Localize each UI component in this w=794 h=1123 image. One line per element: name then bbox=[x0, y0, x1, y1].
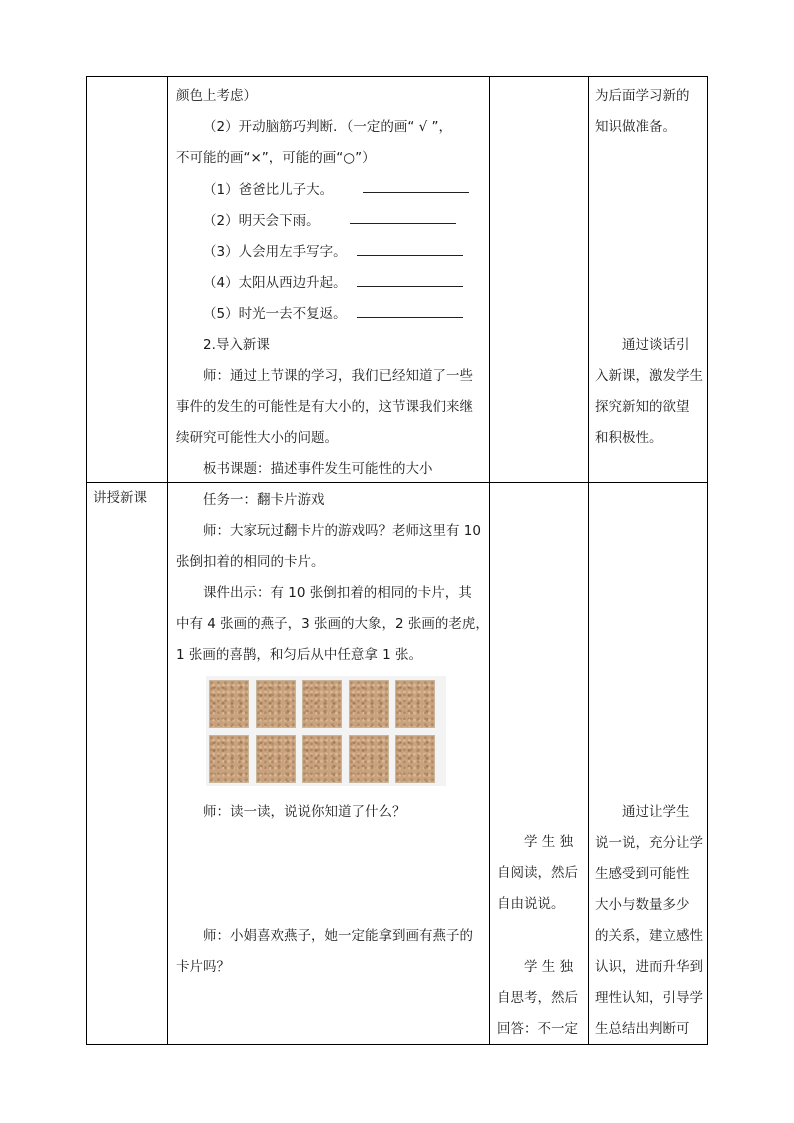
card-back[interactable] bbox=[395, 680, 435, 728]
column-divider-1 bbox=[167, 76, 168, 1045]
design-intent: 知识做准备。 bbox=[595, 119, 676, 135]
answer-blank-3[interactable] bbox=[357, 255, 463, 256]
answer-blank-5[interactable] bbox=[357, 317, 463, 318]
judgement-item-1: （1）爸爸比儿子大。 bbox=[203, 182, 334, 198]
teacher-question-1: 师：大家玩过翻卡片的游戏吗？老师这里有 10 bbox=[203, 523, 481, 539]
student-activity: 学 生 独 bbox=[524, 959, 574, 975]
design-intent: 的关系，建立感性 bbox=[595, 928, 703, 944]
task2-instruction: （2）开动脑筋巧判断．（一定的画“ √ ”， bbox=[203, 119, 453, 135]
task2-instruction-cont: 不可能的画“×”，可能的画“○”） bbox=[176, 150, 376, 166]
design-intent: 生感受到可能性 bbox=[595, 866, 690, 882]
answer-blank-4[interactable] bbox=[357, 286, 463, 287]
table-border-left bbox=[86, 76, 87, 1045]
design-intent: 通过让学生 bbox=[622, 804, 690, 820]
student-activity: 自由说说。 bbox=[497, 896, 565, 912]
teacher-question-1-cont: 张倒扣着的相同的卡片。 bbox=[176, 554, 325, 570]
student-activity: 回答：不一定 bbox=[497, 1021, 578, 1037]
card-back[interactable] bbox=[256, 735, 296, 783]
design-intent: 说一说，充分让学 bbox=[595, 835, 703, 851]
judgement-item-2: （2）明天会下雨。 bbox=[203, 213, 320, 229]
card-back[interactable] bbox=[256, 680, 296, 728]
teacher-question-3: 师：小娟喜欢燕子，她一定能拿到画有燕子的 bbox=[203, 928, 473, 944]
design-intent: 大小与数量多少 bbox=[595, 897, 690, 913]
card-back[interactable] bbox=[349, 680, 389, 728]
design-intent: 为后面学习新的 bbox=[595, 88, 690, 104]
teacher-question-2: 师：读一读，说说你知道了什么？ bbox=[203, 804, 406, 820]
courseware-text: 1 张画的喜鹊，和匀后从中任意拿 1 张。 bbox=[176, 647, 423, 663]
student-activity: 自阅读，然后 bbox=[497, 865, 578, 881]
column-divider-3 bbox=[588, 76, 589, 1045]
design-intent: 和积极性。 bbox=[595, 430, 663, 446]
card-back[interactable] bbox=[302, 735, 342, 783]
design-intent: 生总结出判断可 bbox=[595, 1021, 690, 1037]
card-back[interactable] bbox=[349, 735, 389, 783]
answer-blank-1[interactable] bbox=[363, 192, 469, 193]
card-back[interactable] bbox=[209, 680, 249, 728]
card-back[interactable] bbox=[395, 735, 435, 783]
courseware-text: 课件出示：有 10 张倒扣着的相同的卡片，其 bbox=[203, 585, 472, 601]
row-divider bbox=[86, 482, 708, 483]
student-activity: 学 生 独 bbox=[524, 834, 574, 850]
design-intent: 入新课，激发学生 bbox=[595, 368, 703, 384]
design-intent: 通过谈话引 bbox=[622, 337, 690, 353]
design-intent: 认识，进而升华到 bbox=[595, 959, 703, 975]
design-intent: 理性认知，引导学 bbox=[595, 990, 703, 1006]
task1-heading: 任务一：翻卡片游戏 bbox=[203, 492, 325, 508]
text-line: 颜色上考虑） bbox=[176, 88, 257, 104]
board-title: 板书课题：描述事件发生可能性的大小 bbox=[203, 461, 433, 477]
courseware-text: 中有 4 张画的燕子，3 张画的大象，2 张画的老虎， bbox=[176, 616, 489, 632]
answer-blank-2[interactable] bbox=[350, 223, 456, 224]
teacher-question-3-cont: 卡片吗？ bbox=[176, 959, 230, 975]
card-back[interactable] bbox=[209, 735, 249, 783]
judgement-item-3: （3）人会用左手写字。 bbox=[203, 244, 347, 260]
section-label: 讲授新课 bbox=[93, 490, 147, 506]
teacher-line: 续研究可能性大小的问题。 bbox=[176, 430, 338, 446]
column-divider-2 bbox=[489, 76, 490, 1045]
table-border-right bbox=[707, 76, 708, 1045]
design-intent: 探究新知的欲望 bbox=[595, 399, 690, 415]
table-border-top bbox=[86, 76, 708, 77]
intro-heading: 2.导入新课 bbox=[203, 337, 270, 353]
student-activity: 自思考，然后 bbox=[497, 990, 578, 1006]
teacher-line: 事件的发生的可能性是有大小的，这节课我们来继 bbox=[176, 399, 473, 415]
card-back[interactable] bbox=[302, 680, 342, 728]
judgement-item-5: （5）时光一去不复返。 bbox=[203, 306, 347, 322]
teacher-line: 师：通过上节课的学习，我们已经知道了一些 bbox=[203, 368, 473, 384]
judgement-item-4: （4）太阳从西边升起。 bbox=[203, 275, 347, 291]
table-border-bottom bbox=[86, 1044, 708, 1045]
